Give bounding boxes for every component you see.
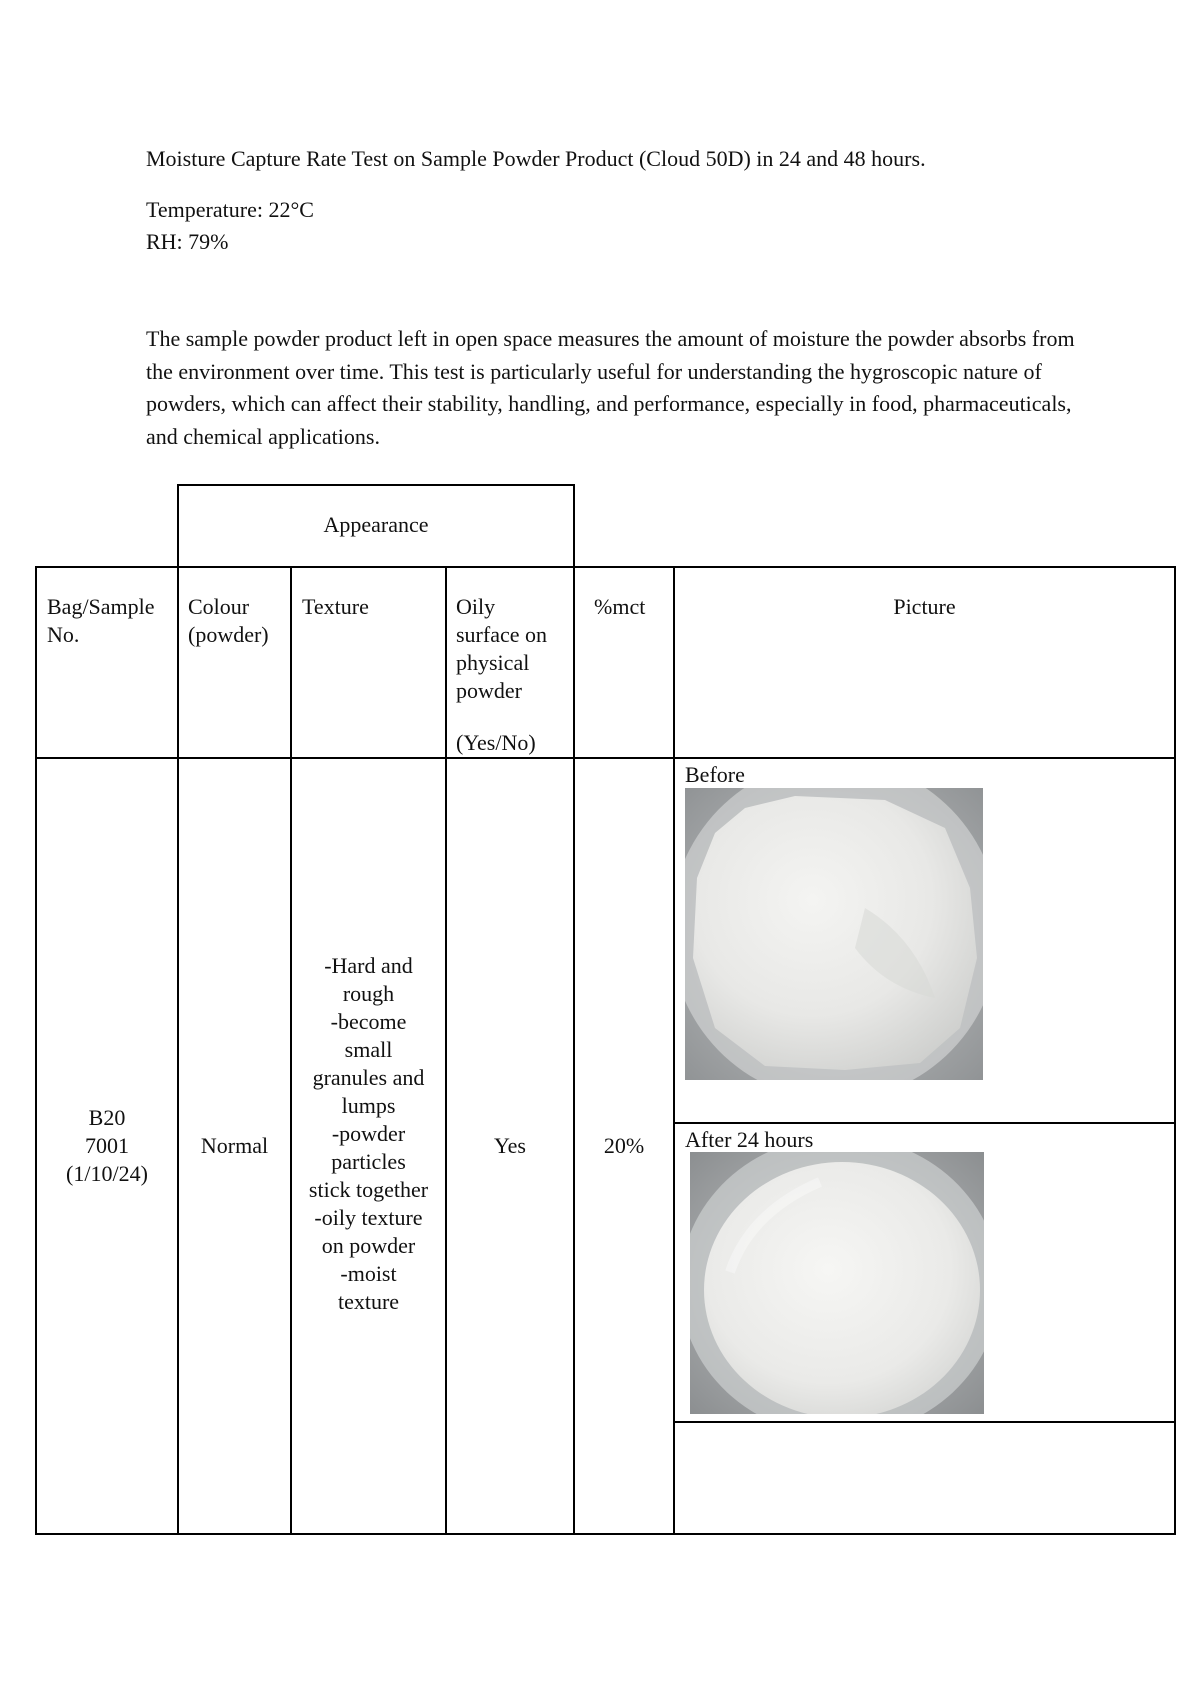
table-border bbox=[445, 566, 447, 1535]
texture-line: rough bbox=[342, 981, 395, 1006]
picture-after24-label: After 24 hours bbox=[685, 1127, 814, 1152]
table-border bbox=[177, 484, 575, 486]
header-colour: Colour (powder) bbox=[188, 594, 269, 647]
table-border bbox=[573, 566, 575, 1535]
table-border bbox=[1174, 566, 1176, 1535]
table-border bbox=[673, 1421, 1176, 1423]
texture-line: particles bbox=[331, 1149, 406, 1174]
texture-line: -Hard and bbox=[324, 953, 413, 978]
texture-line: on powder bbox=[321, 1233, 416, 1258]
intro-paragraph: The sample powder product left in open space measures the amount of moisture the powder absorbs from the environment over time. This test is particularly useful for understanding the hygroscopic nature of powders, which can affect their stability, handling, and performance, especially in food, pharmaceuticals, and chemical applications. bbox=[146, 326, 1075, 449]
table-border bbox=[673, 566, 675, 1535]
texture-line: stick together bbox=[308, 1177, 429, 1202]
table-border bbox=[35, 757, 1176, 759]
table-border bbox=[573, 484, 575, 568]
cell-texture bbox=[292, 952, 445, 1316]
texture-line: -powder bbox=[331, 1121, 406, 1146]
table-border bbox=[35, 566, 1176, 568]
header-mct: %mct bbox=[594, 594, 646, 619]
humidity-text: RH: 79% bbox=[146, 229, 229, 254]
cell-oily: Yes bbox=[493, 1133, 526, 1158]
after-24h-powder-photo bbox=[690, 1152, 984, 1414]
header-oily-surface: Oily surface on physical powder (Yes/No) bbox=[456, 594, 548, 755]
texture-line: -oily texture bbox=[314, 1205, 423, 1230]
header-picture: Picture bbox=[893, 594, 956, 619]
before-powder-photo bbox=[685, 788, 983, 1080]
document-title: Moisture Capture Rate Test on Sample Powder Product (Cloud 50D) in 24 and 48 hours. bbox=[146, 146, 926, 171]
table-border bbox=[177, 566, 179, 1535]
picture-before-label: Before bbox=[685, 762, 745, 787]
powder-dish-image bbox=[685, 788, 983, 1080]
texture-line: texture bbox=[337, 1289, 400, 1314]
texture-line: small bbox=[344, 1037, 393, 1062]
table-border bbox=[35, 1533, 1176, 1535]
table-border bbox=[35, 566, 37, 1535]
temperature-text: Temperature: 22°C bbox=[146, 197, 314, 222]
cell-bag-sample: B20 7001 (1/10/24) bbox=[66, 1105, 148, 1186]
texture-line: -become bbox=[330, 1009, 407, 1034]
header-bag-sample: Bag/Sample No. bbox=[47, 594, 155, 647]
table-border bbox=[673, 1122, 1176, 1124]
appearance-group-header: Appearance bbox=[323, 512, 429, 537]
powder-dish-image bbox=[690, 1152, 984, 1414]
cell-mct: 20% bbox=[603, 1133, 645, 1158]
header-texture: Texture bbox=[302, 594, 369, 619]
texture-line: -moist bbox=[340, 1261, 397, 1286]
texture-line: lumps bbox=[341, 1093, 396, 1118]
texture-line: granules and bbox=[312, 1065, 425, 1090]
cell-colour: Normal bbox=[200, 1133, 269, 1158]
